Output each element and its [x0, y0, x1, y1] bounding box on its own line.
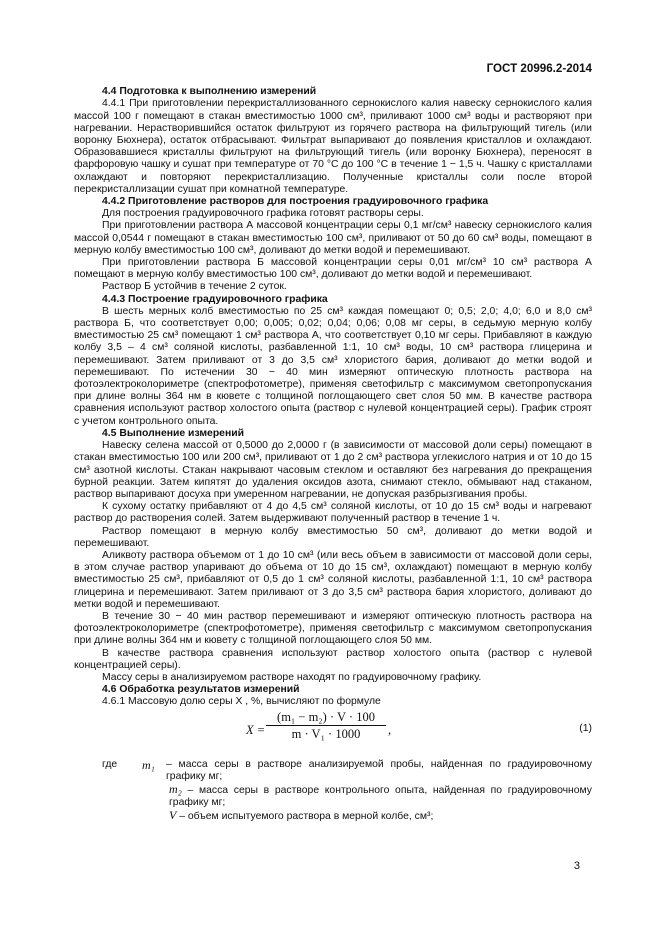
paragraph-4-5-d: Аликвоту раствора объемом от 1 до 10 см³ (или весь объем в зависимости от массовой доли серы, в этом случае раствор упаривают до объема от 10 до 15 см³, охлаждают) помещают в мерную колбу вместимостью 25 см³, прибавляют от 0,5 до 1 см³ соляной кислоты, разбавленной 1:1, 10 см³ раствора глицерина и перемешивают. Затем приливают от 3 до 3,5 см³ раствора бария хлористого, доливают до метки водой и перемешивают. — [74, 549, 592, 610]
formula-numerator: (m₁ − m₂) · V · 100 — [277, 709, 375, 724]
definition-v-text: – объем испытуемого раствора в мерной колбе, см³; — [179, 811, 434, 823]
definition-m1-text: – масса серы в растворе анализируемой пробы, найденная по градуировочному графику мг; — [166, 758, 592, 782]
formula-1 — [74, 711, 592, 755]
paragraph-4-5-a: Навеску селена массой от 0,5000 до 2,0000 г (в зависимости от массовой доли серы) помещают в стакан вместимостью 100 или 200 см³, приливают от 1 до 2 см³ раствора углекислого натрия и от 10 до 15 см³ азотной кислоты. Стакан накрывают часовым стеклом и оставляют без нагревания до прекращения бурной реакции. Затем кипятят до удаления оксидов азота, снимают стекло, обмывают над стаканом, раствор выпаривают досуха при умеренном нагревании, не допуская разбрызгивания пробы. — [74, 440, 592, 500]
paragraph-4-4-2-d: Раствор Б устойчив в течение 2 суток. — [102, 281, 287, 293]
section-4-4-2-heading: 4.4.2 Приготовление растворов для построения градуировочного графика — [102, 196, 489, 208]
standard-header: ГОСТ 20996.2-2014 — [486, 62, 592, 75]
definition-v — [74, 809, 592, 823]
paragraph-4-5-g: Массу серы в анализируемом растворе находят по градуировочному графику. — [102, 671, 482, 683]
paragraph-4-6-1: 4.6.1 Массовую долю серы X , %, вычисляют по формуле — [102, 696, 381, 708]
definition-m2 — [74, 783, 592, 809]
section-4-4-heading: 4.4 Подготовка к выполнению измерений — [102, 86, 317, 98]
paragraph-4-4-2-b: При приготовлении раствора А массовой концентрации серы 0,1 мг/см³ навеску сернокислого калия массой 0,0544 г помещают в стакан вместимостью 100 см³, приливают от 50 до 60 см³ воды, помещают в мерную колбу вместимостью 100 см³, доливают до метки водой и перемешивают. — [74, 220, 592, 256]
definition-m1 — [74, 759, 592, 783]
formula-number: (1) — [579, 722, 592, 734]
fraction-bar — [266, 725, 386, 726]
section-4-5-heading: 4.5 Выполнение измерений — [102, 427, 244, 439]
paragraph-4-4-2-a: Для построения градуировочного графика готовят растворы серы. — [102, 208, 424, 220]
paragraph-4-4-3: В шесть мерных колб вместимостью по 25 см³ каждая помещают 0; 0,5; 2,0; 4,0; 6,0 и 8,0 см³ раствора Б, что соответствует 0,00; 0,005; 0,02; 0,04; 0,06; 0,08 мг серы, в седьмую мерную колбу вместимостью 25 см³ помещают 1 см³ раствора А, что соответствует 0,10 мг серы. Прибавляют в каждую колбу 3,5 – 4 см³ соляной кислоты, разбавленной 1:1, 10 см³ воды, 10 см³ раствора глицерина и перемешивают. Затем приливают от 3 до 3,5 см³ хлористого бария, доливают до метки водой и перемешивают. По истечении 30 − 40 мин измеряют оптическую плотность раствора на фотоэлектроколориметре (спектрофотометре), применяя светофильтр с максимумом светопропускания при длине волны 364 нм в кювете с толщиной поглощающего свет слоя 50 мм. В качестве раствора сравнения используют раствор холостого опыта (раствор с нулевой концентрацией серы). График строят с учетом контрольного опыта. — [74, 305, 592, 427]
variable-definitions — [74, 759, 592, 824]
formula-denominator: m · V₁ · 1000 — [291, 726, 361, 741]
paragraph-4-5-c: Раствор помещают в мерную колбу вместимостью 50 см³, доливают до метки водой и перемешивают. — [74, 525, 592, 549]
symbol-v: V — [169, 808, 177, 823]
page-number: 3 — [573, 860, 580, 872]
paragraph-4-4-2-c: При приготовлении раствора Б массовой концентрации серы 0,01 мг/см³ 10 см³ раствора А помещают в мерную колбу вместимостью 100 см³, доливают до метки водой и перемешивают. — [74, 257, 592, 281]
paragraph-4-5-e: В течение 30 − 40 мин раствор перемешивают и измеряют оптическую плотность раствора на фотоэлектроколориметре (спектрофотометре), применяя светофильтр с максимумом светопропускания при длине волны 364 нм и кювету с толщиной поглощающего слоя 50 мм. — [74, 610, 592, 647]
formula-comma: , — [388, 722, 392, 737]
paragraph-4-4-1: 4.4.1 При приготовлении перекристаллизованного сернокислого калия навеску сернокислого калия массой 100 г помещают в стакан вместимостью 1000 см³, приливают 1000 см³ воды и растворяют при нагревании. Нерастворившийся остаток фильтруют из горячего раствора на фильтрующий тигель (или воронку Бюхнера), остаток отбрасывают. Фильтрат выпаривают до появления кристаллов и охлаждают. Образовавшиеся кристаллы фильтруют на фильтрующий тигель (или воронку Бюхнера), переносят в фарфоровую чашку и сушат при температуре от 70 °С до 100 °С в течение 1 − 1,5 ч. Чашку с кристаллами охлаждают и повторяют перекристаллизацию. Полученные кристаллы соли после второй перекристаллизации сушат при комнатной температуре. — [74, 98, 592, 195]
section-4-6-heading: 4.6 Обработка результатов измерений — [102, 684, 300, 696]
definition-m2-text: – масса серы в растворе контрольного опыта, найденная по градуировочному графику мг; — [169, 784, 593, 809]
symbol-m2: m₂ — [169, 781, 182, 796]
symbol-m1: m₁ — [142, 757, 155, 772]
where-label: где — [102, 758, 118, 770]
paragraph-4-5-f: В качестве раствора сравнения используют раствор холостого опыта (раствор с нулевой концентрацией серы). — [74, 647, 592, 671]
paragraph-4-5-b: К сухому остатку прибавляют от 4 до 4,5 см³ соляной кислоты, от 10 до 15 см³ воды и нагревают раствор до растворения солей. Затем выдерживают полученный раствор в течение 1 ч. — [74, 501, 592, 525]
section-4-4-3-heading: 4.4.3 Построение градуировочного графика — [102, 293, 328, 305]
formula-lhs: X = — [246, 722, 266, 737]
formula-fraction — [266, 711, 386, 740]
